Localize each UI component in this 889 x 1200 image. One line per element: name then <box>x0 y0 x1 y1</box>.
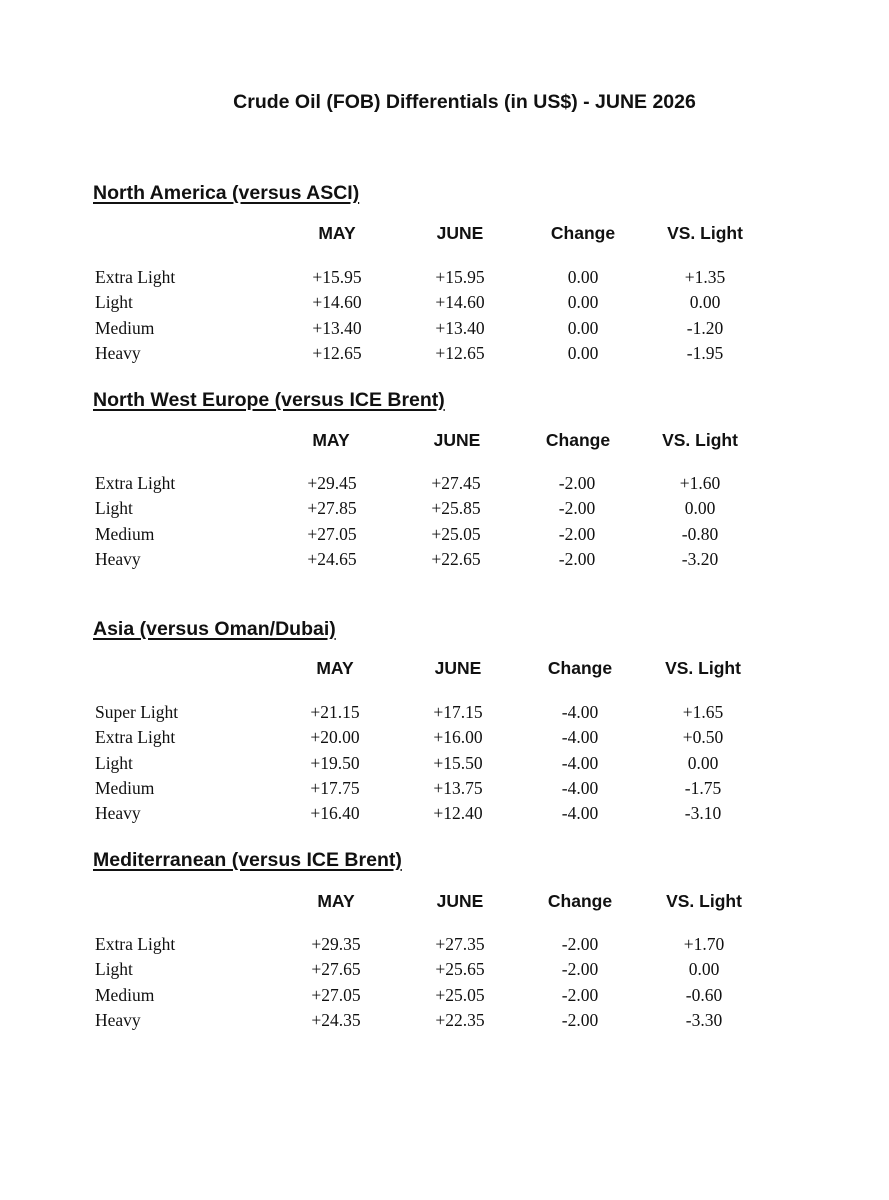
grade-label: Extra Light <box>95 267 176 287</box>
vs-light-value: 0.00 <box>688 959 720 980</box>
june-column-header: JUNE <box>436 223 484 243</box>
grade-label: Heavy <box>95 803 141 824</box>
change-value: -4.00 <box>561 727 599 748</box>
vs-light-value: +1.65 <box>682 702 724 722</box>
change-value: -2.00 <box>558 498 596 519</box>
june-value: +22.65 <box>431 548 481 569</box>
grade-label: Light <box>95 498 133 519</box>
may-value: +12.65 <box>312 342 362 363</box>
vs-light-value: +0.50 <box>682 727 724 748</box>
june-value: +25.85 <box>431 498 481 519</box>
vs-light-value: -3.30 <box>685 1009 723 1030</box>
grade-label: Medium <box>95 317 155 338</box>
change-value: -2.00 <box>561 959 599 980</box>
table-row <box>0 292 889 316</box>
june-value: +17.15 <box>433 702 483 722</box>
june-value: +25.65 <box>435 959 485 980</box>
grade-label: Medium <box>95 984 155 1005</box>
may-column-header: MAY <box>318 223 356 243</box>
vs-light-value: 0.00 <box>684 498 716 519</box>
may-value: +29.45 <box>307 473 357 493</box>
table-row <box>0 985 889 1009</box>
vs-light-value: -1.95 <box>686 342 724 363</box>
table-row <box>0 803 889 827</box>
june-value: +15.50 <box>433 752 483 773</box>
change-value: 0.00 <box>567 292 599 313</box>
may-value: +16.40 <box>310 803 360 824</box>
may-value: +19.50 <box>310 752 360 773</box>
vs-light-value: -0.60 <box>685 984 723 1005</box>
june-value: +12.40 <box>433 803 483 824</box>
vs-light-value: +1.60 <box>679 473 721 493</box>
grade-label: Super Light <box>95 702 179 722</box>
grade-label: Medium <box>95 777 155 798</box>
june-value: +14.60 <box>435 292 485 313</box>
may-value: +29.35 <box>311 934 361 954</box>
june-value: +15.95 <box>435 267 485 287</box>
grade-label: Extra Light <box>95 934 176 954</box>
table-row <box>0 1010 889 1034</box>
table-row <box>0 778 889 802</box>
may-value: +24.35 <box>311 1009 361 1030</box>
june-value: +27.35 <box>435 934 485 954</box>
may-value: +21.15 <box>310 702 360 722</box>
table-row <box>0 753 889 777</box>
may-value: +20.00 <box>310 727 360 748</box>
june-value: +27.45 <box>431 473 481 493</box>
section-heading: Mediterranean (versus ICE Brent) <box>93 849 402 871</box>
vs-light-value: +1.35 <box>684 267 726 287</box>
vs-light-value: 0.00 <box>687 752 719 773</box>
grade-label: Heavy <box>95 548 141 569</box>
vs-light-column-header: VS. Light <box>666 891 742 911</box>
change-value: -2.00 <box>558 548 596 569</box>
grade-label: Medium <box>95 523 155 544</box>
table-row <box>0 473 889 497</box>
may-value: +15.95 <box>312 267 362 287</box>
june-value: +13.75 <box>433 777 483 798</box>
change-value: -4.00 <box>561 702 599 722</box>
vs-light-column-header: VS. Light <box>665 658 741 678</box>
may-value: +14.60 <box>312 292 362 313</box>
change-value: -2.00 <box>561 1009 599 1030</box>
may-value: +24.65 <box>307 548 357 569</box>
vs-light-value: -0.80 <box>681 523 719 544</box>
change-value: -4.00 <box>561 777 599 798</box>
change-column-header: Change <box>545 430 611 450</box>
table-row <box>0 549 889 573</box>
may-value: +27.05 <box>311 984 361 1005</box>
change-column-header: Change <box>547 891 613 911</box>
table-row <box>0 524 889 548</box>
vs-light-value: -1.75 <box>684 777 722 798</box>
change-value: -2.00 <box>561 934 599 954</box>
may-value: +13.40 <box>312 317 362 338</box>
may-column-header: MAY <box>317 891 355 911</box>
may-column-header: MAY <box>312 430 350 450</box>
change-value: -4.00 <box>561 803 599 824</box>
vs-light-column-header: VS. Light <box>667 223 743 243</box>
grade-label: Light <box>95 292 133 313</box>
change-column-header: Change <box>550 223 616 243</box>
june-column-header: JUNE <box>436 891 484 911</box>
grade-label: Light <box>95 752 133 773</box>
vs-light-value: 0.00 <box>689 292 721 313</box>
vs-light-value: -1.20 <box>686 317 724 338</box>
may-value: +27.65 <box>311 959 361 980</box>
may-column-header: MAY <box>316 658 354 678</box>
may-value: +27.05 <box>307 523 357 544</box>
vs-light-value: -3.20 <box>681 548 719 569</box>
section-heading: North West Europe (versus ICE Brent) <box>93 389 445 411</box>
table-row <box>0 498 889 522</box>
vs-light-column-header: VS. Light <box>662 430 738 450</box>
june-value: +25.05 <box>431 523 481 544</box>
change-value: -2.00 <box>558 523 596 544</box>
june-value: +13.40 <box>435 317 485 338</box>
table-row <box>0 727 889 751</box>
section-heading: North America (versus ASCI) <box>93 182 360 204</box>
change-value: 0.00 <box>567 317 599 338</box>
grade-label: Heavy <box>95 1009 141 1030</box>
change-value: 0.00 <box>567 342 599 363</box>
change-value: -2.00 <box>558 473 596 493</box>
june-column-header: JUNE <box>434 658 482 678</box>
june-column-header: JUNE <box>433 430 481 450</box>
table-row <box>0 267 889 291</box>
table-row <box>0 318 889 342</box>
table-row <box>0 702 889 726</box>
grade-label: Light <box>95 959 133 980</box>
grade-label: Extra Light <box>95 473 176 493</box>
change-column-header: Change <box>547 658 613 678</box>
vs-light-value: -3.10 <box>684 803 722 824</box>
june-value: +25.05 <box>435 984 485 1005</box>
june-value: +16.00 <box>433 727 483 748</box>
change-value: 0.00 <box>567 267 599 287</box>
grade-label: Heavy <box>95 342 141 363</box>
june-value: +22.35 <box>435 1009 485 1030</box>
june-value: +12.65 <box>435 342 485 363</box>
change-value: -4.00 <box>561 752 599 773</box>
may-value: +27.85 <box>307 498 357 519</box>
table-row <box>0 959 889 983</box>
vs-light-value: +1.70 <box>683 934 725 954</box>
grade-label: Extra Light <box>95 727 176 748</box>
section-heading: Asia (versus Oman/Dubai) <box>93 618 336 640</box>
table-row <box>0 343 889 367</box>
document-title: Crude Oil (FOB) Differentials (in US$) - JUNE 2026 <box>233 91 696 113</box>
table-row <box>0 934 889 958</box>
change-value: -2.00 <box>561 984 599 1005</box>
may-value: +17.75 <box>310 777 360 798</box>
